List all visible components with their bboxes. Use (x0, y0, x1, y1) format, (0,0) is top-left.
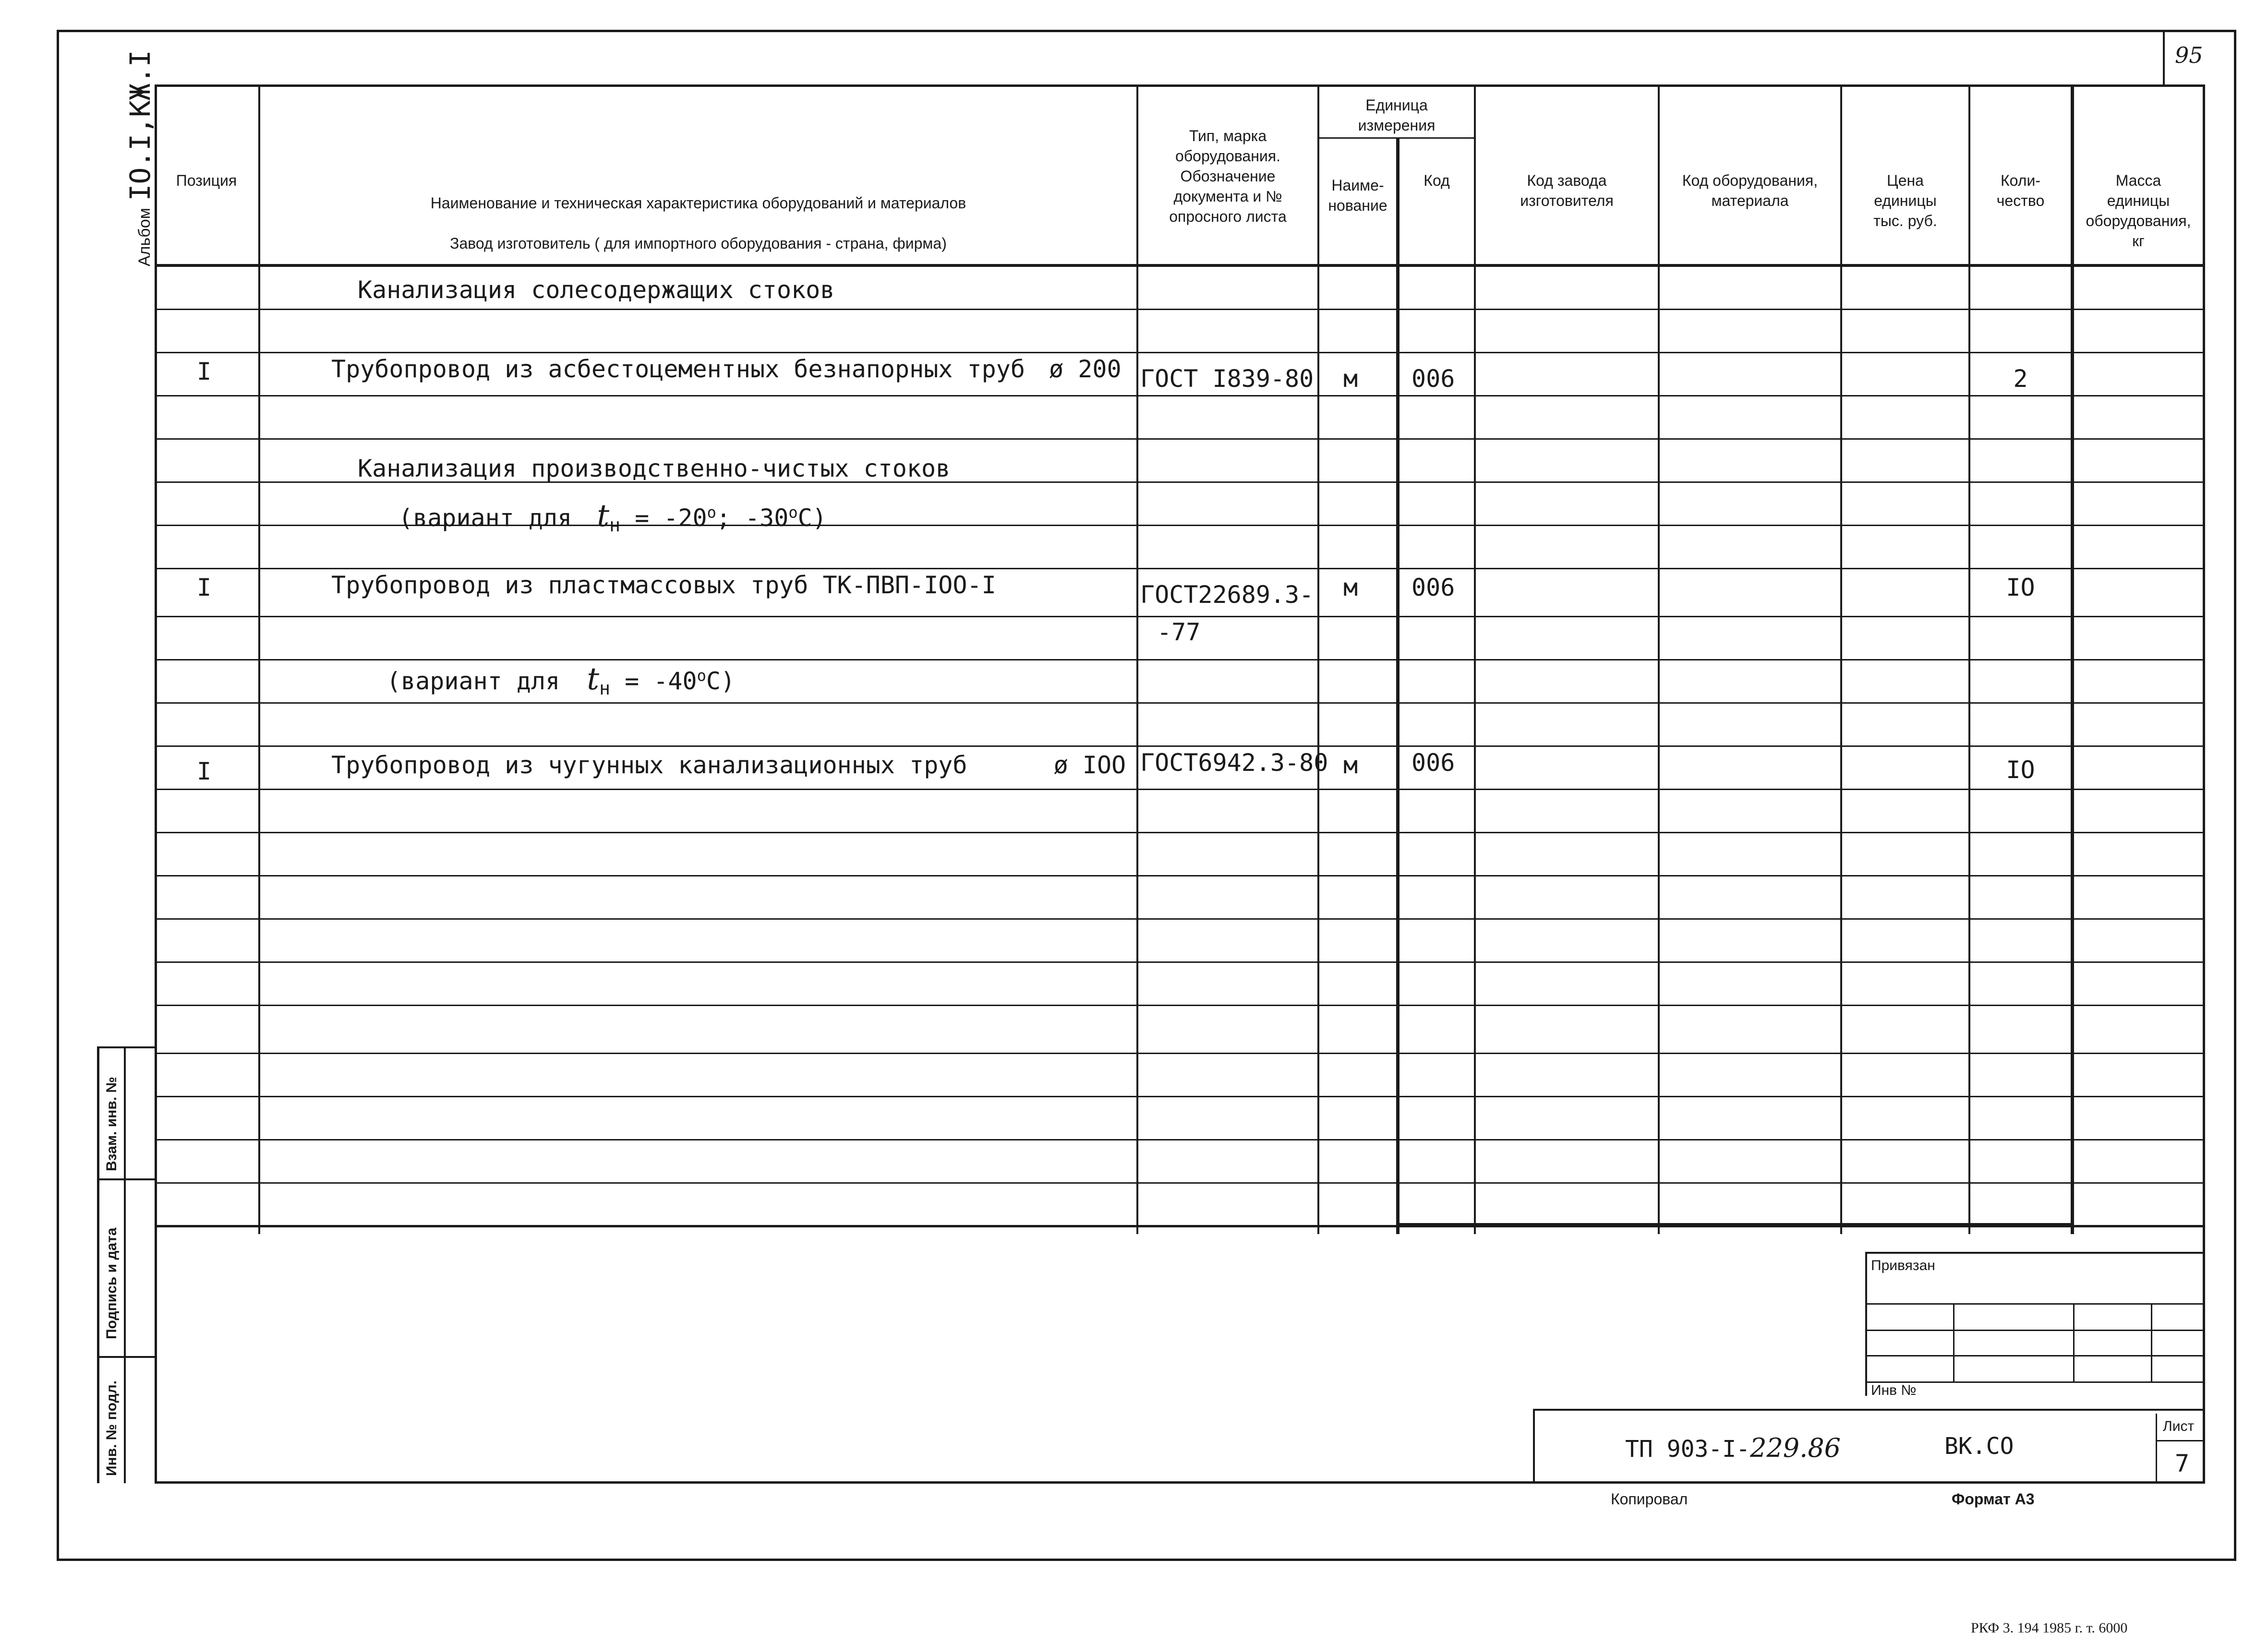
row-line (155, 438, 2205, 440)
row3-code: 006 (1411, 749, 1455, 777)
row1-name (331, 355, 1122, 383)
header-unit-group: Единица измерения (1358, 96, 1436, 134)
row-line (155, 352, 2205, 353)
inv-original-label: Инв. № подл. (104, 1380, 120, 1476)
frame-top (57, 30, 2236, 32)
header-price: Цена единицы тыс. руб. (1873, 172, 1937, 229)
inner-left (155, 84, 157, 1484)
copied-label: Копировал (1611, 1490, 1688, 1508)
row-line (155, 1139, 2205, 1140)
doc-code-prefix: ТП 903-I- (1625, 1436, 1750, 1463)
row3-quantity: IO (2006, 756, 2035, 784)
frame-bottom (57, 1559, 2236, 1561)
row3-name (331, 751, 1126, 779)
tb-vline-2 (2073, 1303, 2075, 1381)
variant-temp: = -40 (625, 667, 697, 695)
side-stamp-mid (124, 1046, 126, 1483)
row1-diameter: 200 (1078, 355, 1122, 383)
row-line (155, 1182, 2205, 1184)
sign-date-label: Подпись и дата (104, 1227, 120, 1339)
row-line (155, 309, 2205, 310)
row2-code: 006 (1411, 574, 1455, 601)
row1-quantity: 2 (2013, 365, 2028, 393)
tb-main-left (1533, 1409, 1535, 1483)
drawing-mark: ВК.СО (1944, 1433, 2014, 1460)
row-line (155, 1096, 2205, 1097)
row3-doc: ГОСТ6942.3-80 (1140, 749, 1328, 777)
header-position: Позиция (176, 172, 237, 189)
header-name-line2: Завод изготовитель ( для импортного оборудования - страна, фирма) (450, 235, 947, 252)
degree-symbol: o (697, 666, 706, 685)
temp-subscript: н (609, 515, 620, 536)
side-stamp-left (97, 1046, 99, 1483)
sheet-box-mid (2156, 1440, 2205, 1441)
row2-doc-line2: -77 (1157, 618, 1201, 646)
degree-symbol: o (788, 503, 798, 522)
doc-code (1625, 1433, 1841, 1463)
variant-open: (вариант для (386, 667, 560, 695)
side-stamp-div2 (97, 1356, 157, 1358)
row-line (155, 832, 2205, 833)
tb-line-1 (1865, 1303, 2205, 1305)
frame-left (57, 30, 59, 1561)
inv-no-label: Инв № (1871, 1382, 1917, 1398)
degree-symbol: o (707, 503, 716, 522)
variant-close: C) (706, 667, 736, 695)
format-label: Формат А3 (1952, 1490, 2035, 1508)
row-line (155, 616, 2205, 617)
section2-variant (398, 498, 827, 536)
row-line (155, 395, 2205, 396)
row-line (155, 1005, 2205, 1006)
row1-unit: м (1343, 365, 1358, 393)
row3-diameter: IOO (1082, 751, 1126, 779)
variant-open: (вариант для (398, 504, 572, 532)
row1-code: 006 (1411, 365, 1455, 393)
sheet-label: Лист (2163, 1418, 2195, 1434)
header-unit-code: Код (1424, 172, 1450, 189)
temp-subscript: н (599, 678, 610, 699)
variant-temp-2: ; -30 (716, 504, 789, 532)
tb-main-top (1533, 1409, 2205, 1411)
row2-unit: м (1343, 574, 1358, 601)
album-label: Альбом IO.I,КЖ.I (124, 50, 157, 266)
row-line (155, 918, 2205, 920)
page-number: 95 (2175, 42, 2203, 68)
doc-code-suffix: 229.86 (1750, 1433, 1841, 1463)
header-quantity: Коли- чество (1996, 172, 2045, 209)
row3-name-text: Трубопровод из чугунных канализационных труб (331, 751, 967, 779)
diameter-symbol: ø (1053, 751, 1068, 779)
row1-position: I (197, 358, 212, 385)
tb-line-3 (1865, 1355, 2205, 1356)
inner-right (2203, 84, 2205, 1484)
diameter-symbol: ø (1049, 355, 1064, 383)
section1-title: Канализация солесодержащих стоков (358, 276, 835, 304)
tb-line-2 (1865, 1330, 2205, 1331)
frame-right (2234, 30, 2236, 1561)
inner-bottom (155, 1481, 2205, 1484)
row2-quantity: IO (2006, 574, 2035, 601)
header-equipment-code: Код оборудования, материала (1682, 172, 1818, 209)
row2-name: Трубопровод из пластмассовых труб ТК-ПВП-IOO-I (331, 571, 996, 599)
tb-vline-1 (1953, 1303, 1954, 1381)
tb-outer-left (1865, 1252, 1867, 1396)
row-line (155, 659, 2205, 660)
header-unit-name: Наиме- нование (1328, 177, 1387, 214)
row3-position: I (197, 757, 212, 785)
side-stamp-div1 (97, 1178, 157, 1180)
bound-label: Привязан (1871, 1258, 1935, 1273)
row1-doc: ГОСТ I839-80 (1140, 365, 1314, 393)
table-bottom-heavy (1396, 1223, 2074, 1227)
side-stamp-top (97, 1046, 157, 1048)
inner-top (155, 84, 2205, 87)
page-number-box-left (2163, 30, 2165, 86)
row-line (155, 875, 2205, 876)
tb-vline-3 (2151, 1303, 2152, 1381)
row2-doc-line1: ГОСТ22689.3- (1140, 581, 1314, 609)
sheet-number: 7 (2175, 1450, 2190, 1477)
header-name (260, 173, 1136, 274)
section3-variant (386, 661, 735, 699)
inv-replace-label: Взам. инв. № (104, 1077, 120, 1171)
temp-symbol: t (587, 661, 600, 697)
row1-name-text: Трубопровод из асбестоцементных безнапорных труб (331, 355, 1025, 383)
tb-outer-top (1865, 1252, 2205, 1254)
sheet-box-left (2156, 1414, 2157, 1483)
row2-position: I (197, 574, 212, 601)
variant-temp: = -20 (635, 504, 707, 532)
print-info: РКФ 3. 194 1985 г. т. 6000 (1971, 1620, 2128, 1636)
row-line (155, 745, 2205, 747)
unit-group-line (1317, 137, 1476, 139)
row-line (155, 702, 2205, 704)
row3-unit: м (1343, 751, 1358, 779)
row-line (155, 568, 2205, 569)
temp-symbol: t (597, 498, 610, 534)
header-name-line1: Наименование и техническая характеристика оборудований и материалов (430, 194, 966, 212)
header-mass: Масса единицы оборудования, кг (2086, 172, 2191, 250)
header-factory-code: Код завода изготовителя (1520, 172, 1614, 209)
variant-close: C) (797, 504, 827, 532)
header-type: Тип, марка оборудования. Обозначение документа и № опросного листа (1169, 127, 1287, 225)
row-line (155, 789, 2205, 790)
row-line (155, 961, 2205, 963)
section2-title: Канализация производственно-чистых стоков (358, 455, 951, 482)
col-line-4 (1396, 138, 1399, 1234)
row-line (155, 1053, 2205, 1054)
